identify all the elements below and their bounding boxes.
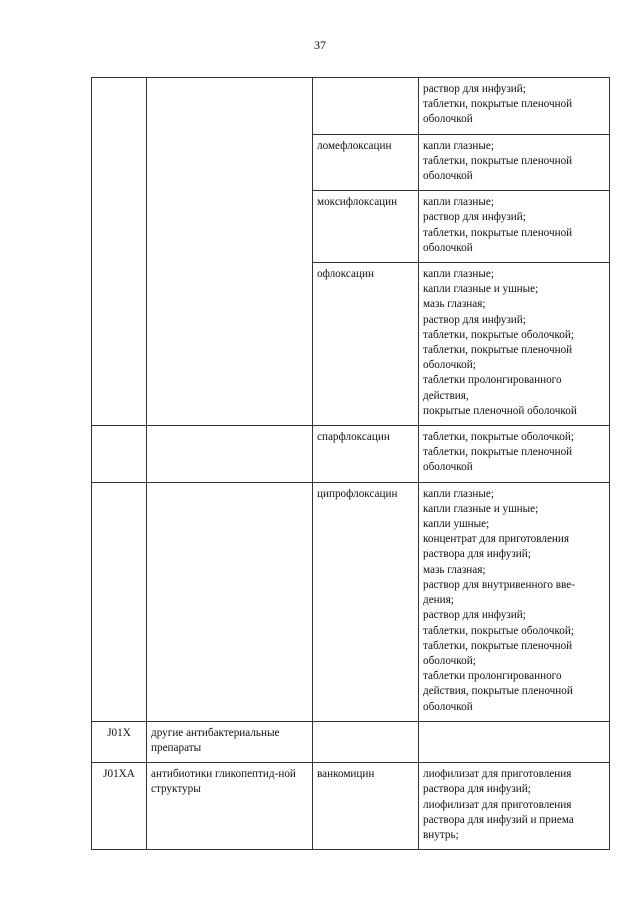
atc-code-cell: J01XA <box>92 763 147 850</box>
atc-code-cell <box>92 426 147 483</box>
dosage-form: оболочкой <box>423 241 473 254</box>
dosage-form: таблетки, покрытые пленочной <box>423 639 573 652</box>
dosage-form: оболочкой <box>423 461 473 474</box>
dosage-forms-cell <box>419 134 610 191</box>
dosage-form: раствор для инфузий; <box>423 83 526 95</box>
group-cell <box>147 482 313 721</box>
drug-name-cell: спарфлоксацин <box>313 426 419 483</box>
dosage-form: действия, <box>423 389 469 402</box>
dosage-form: оболочкой; <box>423 359 476 372</box>
table-row <box>92 763 610 850</box>
table-row <box>92 482 610 721</box>
dosage-form: капли глазные и ушные; <box>423 283 539 296</box>
drug-name-cell: офлоксацин <box>313 263 419 426</box>
page-number: 37 <box>314 38 326 52</box>
drug-name-cell <box>313 78 419 135</box>
atc-code-cell: J01X <box>92 721 147 762</box>
dosage-form: раствор для внутривенного вве- <box>423 578 575 591</box>
dosage-form: таблетки, покрытые пленочной <box>423 344 573 357</box>
group-cell <box>147 426 313 483</box>
drug-name-cell: ванкомицин <box>313 763 419 850</box>
dosage-form: таблетки, покрытые пленочной <box>423 446 573 459</box>
dosage-form: таблетки, покрытые пленочной <box>423 154 573 167</box>
dosage-forms-cell <box>419 263 610 426</box>
dosage-form: таблетки пролонгированного <box>423 670 562 683</box>
dosage-form: капли глазные; <box>423 268 495 281</box>
drug-name-cell: ломефлоксацин <box>313 134 419 191</box>
dosage-form: раствора для инфузий и приема <box>423 813 574 826</box>
dosage-form: внутрь; <box>423 828 459 841</box>
atc-code-cell <box>92 482 147 721</box>
drug-table <box>91 77 610 850</box>
table-row <box>92 721 610 762</box>
dosage-form: таблетки пролонгированного <box>423 374 562 387</box>
dosage-form: раствор для инфузий; <box>423 211 526 224</box>
dosage-form: таблетки, покрытые оболочкой; <box>423 431 574 444</box>
dosage-forms-cell <box>419 721 610 762</box>
dosage-form: раствора для инфузий; <box>423 783 531 796</box>
dosage-form: раствор для инфузий; <box>423 609 526 622</box>
dosage-form: капли глазные; <box>423 487 495 500</box>
dosage-form: мазь глазная; <box>423 563 486 576</box>
atc-code-cell <box>92 78 147 426</box>
dosage-form: лиофилизат для приготовления <box>423 798 572 811</box>
drug-name-cell: моксифлоксацин <box>313 191 419 263</box>
dosage-forms-cell <box>419 191 610 263</box>
group-cell: другие антибактериальные препараты <box>147 721 313 762</box>
dosage-form: таблетки, покрытые пленочной <box>423 98 573 111</box>
dosage-form: оболочкой <box>423 700 473 713</box>
dosage-form: оболочкой <box>423 170 473 183</box>
group-cell <box>147 78 313 426</box>
dosage-form: действия, покрытые пленочной <box>423 685 573 698</box>
dosage-form: раствор для инфузий; <box>423 313 526 326</box>
dosage-form: раствора для инфузий; <box>423 548 531 561</box>
dosage-form: таблетки, покрытые оболочкой; <box>423 328 574 341</box>
drug-name-cell: ципрофлоксацин <box>313 482 419 721</box>
dosage-forms-cell <box>419 763 610 850</box>
dosage-form: капли глазные; <box>423 196 495 209</box>
dosage-form: мазь глазная; <box>423 298 486 311</box>
dosage-forms-cell <box>419 426 610 483</box>
table-row <box>92 78 610 135</box>
dosage-form: оболочкой; <box>423 654 476 667</box>
dosage-form: капли ушные; <box>423 518 490 531</box>
dosage-form: концентрат для приготовления <box>423 533 570 546</box>
group-cell: антибиотики гликопептид-ной структуры <box>147 763 313 850</box>
table-row <box>92 426 610 483</box>
dosage-form: дения; <box>423 594 454 607</box>
dosage-form: оболочкой <box>423 113 473 126</box>
dosage-form: таблетки, покрытые оболочкой; <box>423 624 574 637</box>
dosage-form: лиофилизат для приготовления <box>423 768 572 781</box>
dosage-form: таблетки, покрытые пленочной <box>423 226 573 239</box>
dosage-forms-cell <box>419 78 610 135</box>
dosage-forms-cell <box>419 482 610 721</box>
drug-name-cell <box>313 721 419 762</box>
dosage-form: капли глазные; <box>423 139 495 152</box>
dosage-form: покрытые пленочной оболочкой <box>423 404 577 417</box>
dosage-form: капли глазные и ушные; <box>423 502 539 515</box>
